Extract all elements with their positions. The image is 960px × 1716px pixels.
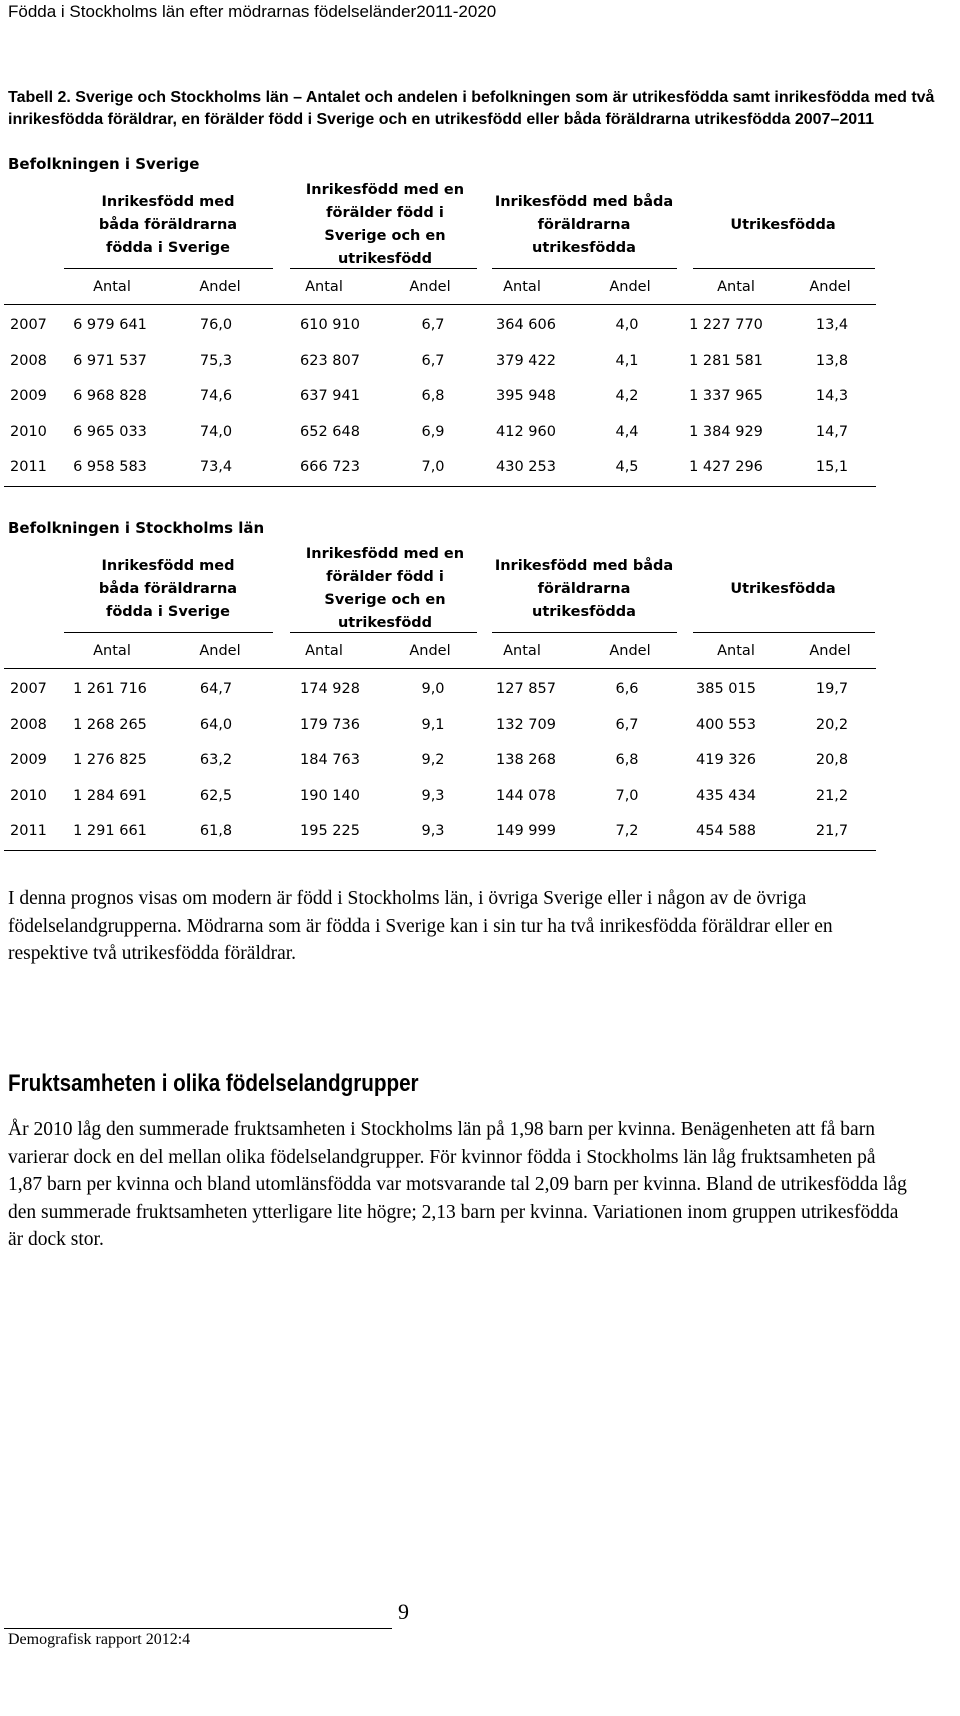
table-cell: 6,7	[615, 716, 639, 733]
column-header: Andel	[199, 279, 241, 295]
group-header: Inrikesfödd med en förälder född i Sverige och en utrikesfödd	[305, 182, 465, 267]
year-cell: 2011	[10, 823, 47, 839]
table-cell: 62,5	[199, 787, 233, 804]
table-cell: 19,7	[815, 681, 849, 697]
table-cell: 138 268	[496, 752, 556, 768]
table-cell: 1 284 691	[73, 787, 147, 804]
year-cell: 2008	[10, 716, 47, 733]
table-cell: 74,6	[199, 388, 233, 404]
table-cell: 4,2	[615, 388, 639, 404]
table-cell: 7,2	[615, 823, 639, 839]
table-bottom-rule	[4, 850, 876, 851]
table-cell: 15,1	[815, 459, 849, 475]
page-header: Födda i Stockholms län efter mödrarnas födelseländer2011-2020	[8, 2, 497, 21]
table-cell: 9,1	[421, 716, 445, 733]
group-underline	[64, 632, 273, 633]
table-cell: 6 971 537	[73, 352, 147, 369]
table-cell: 1 384 929	[689, 423, 763, 440]
table-cell: 6 968 828	[73, 388, 147, 404]
column-header: Antal	[305, 643, 343, 659]
table-cell: 21,2	[815, 787, 849, 804]
group-underline	[492, 632, 677, 633]
column-header: Antal	[503, 643, 541, 659]
table-cell: 395 948	[496, 388, 556, 404]
column-header: Andel	[409, 279, 451, 295]
table-cell: 190 140	[300, 787, 360, 804]
year-cell: 2010	[10, 787, 47, 804]
paragraph-prognos: I denna prognos visas om modern är född i Stockholms län, i övriga Sverige eller i någon av de övriga födelselandgrupperna. Mödrarna som är födda i Sverige kan i sin tur ha två inrikesfödda föräldrar eller en respektive två utrikesfödda föräldrar.	[8, 888, 833, 964]
table-cell: 1 261 716	[73, 681, 147, 697]
table-cell: 184 763	[300, 752, 360, 768]
column-header: Andel	[409, 643, 451, 659]
year-cell: 2009	[10, 388, 47, 404]
column-header: Antal	[717, 643, 755, 659]
table-cell: 21,7	[815, 823, 849, 839]
table-cell: 127 857	[496, 681, 556, 697]
table-cell: 364 606	[496, 317, 556, 333]
table-cell: 7,0	[615, 787, 639, 804]
group-header: Inrikesfödd med en förälder född i Sverige och en utrikesfödd	[305, 546, 465, 631]
table-cell: 454 588	[696, 823, 756, 839]
table-cell: 412 960	[496, 423, 556, 440]
table-cell: 6,6	[615, 681, 639, 697]
year-cell: 2007	[10, 681, 47, 697]
group-underline	[693, 268, 875, 269]
table-cell: 4,4	[615, 423, 639, 440]
table-cell: 76,0	[199, 317, 233, 333]
table-cell: 6 958 583	[73, 459, 147, 475]
column-header: Andel	[609, 643, 651, 659]
table-cell: 6,8	[615, 752, 639, 768]
group-underline	[492, 268, 677, 269]
footer-divider	[4, 1628, 392, 1629]
table-cell: 149 999	[496, 823, 556, 839]
table-cell: 4,5	[615, 459, 639, 475]
table-cell: 1 281 581	[689, 352, 763, 369]
table-cell: 435 434	[696, 787, 756, 804]
table-cell: 61,8	[199, 823, 233, 839]
table-caption: Tabell 2. Sverige och Stockholms län – Antalet och andelen i befolkningen som är utrikesfödda samt inrikesfödda med två inrikesfödda föräldrar, en förälder född i Sverige och en utrikesfödd eller båda föräldrarna utrikesfödda 2007–2011	[8, 89, 935, 128]
table-cell: 63,2	[199, 752, 233, 768]
table-cell: 666 723	[300, 459, 360, 475]
table-cell: 6 965 033	[73, 423, 147, 440]
table-cell: 64,0	[199, 716, 233, 733]
table-title: Befolkningen i Sverige	[8, 155, 200, 173]
table-cell: 1 268 265	[73, 716, 147, 733]
table-cell: 6,9	[421, 423, 445, 440]
paragraph-fruktsamhet: År 2010 låg den summerade fruktsamheten i Stockholms län på 1,98 barn per kvinna. Benägenheten att få barn varierar dock en del mellan olika födelselandgrupper. För kvinnor födda i Stockholms län låg fruktsamheten på 1,87 barn per kvinna och bland utomlänsfödda var motsvarande tal 2,09 barn per kvinna. Bland de utrikesfödda låg den summerade fruktsamheten ytterligare lite högre; 2,13 barn per kvinna. Variationen inom gruppen utrikesfödda är dock stor.	[8, 1119, 907, 1250]
group-header: Inrikesfödd med båda föräldrarna födda i Sverige	[98, 193, 238, 256]
group-underline	[64, 268, 273, 269]
table-cell: 1 227 770	[689, 317, 763, 333]
table-cell: 379 422	[496, 352, 556, 369]
table-cell: 9,3	[421, 823, 445, 839]
table-cell: 9,0	[421, 681, 445, 697]
table-cell: 174 928	[300, 681, 360, 697]
table-cell: 20,2	[815, 716, 849, 733]
column-header: Andel	[609, 279, 651, 295]
table-cell: 1 276 825	[73, 752, 147, 768]
table-cell: 13,8	[815, 352, 849, 369]
year-cell: 2007	[10, 317, 47, 333]
table-cell: 419 326	[696, 752, 756, 768]
table-cell: 144 078	[496, 787, 556, 804]
column-header: Andel	[809, 279, 851, 295]
group-header: Inrikesfödd med båda föräldrarna utrikesfödda	[494, 193, 674, 256]
table-cell: 4,0	[615, 317, 639, 333]
table-cell: 6,7	[421, 317, 445, 333]
table-cell: 1 427 296	[689, 459, 763, 475]
table-cell: 637 941	[300, 388, 360, 404]
table-cell: 14,3	[815, 388, 849, 404]
header-divider	[4, 304, 876, 305]
table-cell: 1 337 965	[689, 388, 763, 404]
table-cell: 9,3	[421, 787, 445, 804]
group-header: Inrikesfödd med båda föräldrarna födda i Sverige	[98, 557, 238, 620]
group-underline	[290, 632, 477, 633]
table-cell: 430 253	[496, 459, 556, 475]
table-cell: 13,4	[815, 317, 849, 333]
column-header: Andel	[809, 643, 851, 659]
year-cell: 2011	[10, 459, 47, 475]
table-cell: 6 979 641	[73, 317, 147, 333]
group-header: Utrikesfödda	[730, 580, 836, 597]
table-cell: 610 910	[300, 317, 360, 333]
table-cell: 400 553	[696, 716, 756, 733]
year-cell: 2008	[10, 352, 47, 369]
group-header: Inrikesfödd med båda föräldrarna utrikesfödda	[494, 557, 674, 620]
table-cell: 6,7	[421, 352, 445, 369]
table-bottom-rule	[4, 486, 876, 487]
table-cell: 623 807	[300, 352, 360, 369]
table-cell: 64,7	[199, 681, 233, 697]
table-cell: 132 709	[496, 716, 556, 733]
group-header: Utrikesfödda	[730, 216, 836, 233]
table-cell: 195 225	[300, 823, 360, 839]
table-cell: 7,0	[421, 459, 445, 475]
column-header: Antal	[503, 279, 541, 295]
group-underline	[290, 268, 477, 269]
column-header: Antal	[93, 643, 131, 659]
table-cell: 75,3	[199, 352, 233, 369]
group-underline	[693, 632, 875, 633]
table-cell: 179 736	[300, 716, 360, 733]
footer-text: Demografisk rapport 2012:4	[8, 1631, 191, 1648]
section-heading: Fruktsamheten i olika födelselandgrupper	[8, 1070, 419, 1097]
table-cell: 6,8	[421, 388, 445, 404]
table-cell: 4,1	[615, 352, 639, 369]
table-cell: 9,2	[421, 752, 445, 768]
table-cell: 385 015	[696, 681, 756, 697]
table-cell: 14,7	[815, 423, 849, 440]
page-number: 9	[398, 1599, 409, 1624]
table-title: Befolkningen i Stockholms län	[8, 519, 265, 537]
column-header: Antal	[305, 279, 343, 295]
table-cell: 74,0	[199, 423, 233, 440]
year-cell: 2010	[10, 423, 47, 440]
column-header: Antal	[717, 279, 755, 295]
column-header: Antal	[93, 279, 131, 295]
header-divider	[4, 668, 876, 669]
year-cell: 2009	[10, 752, 47, 768]
table-cell: 1 291 661	[73, 823, 147, 839]
table-cell: 652 648	[300, 423, 360, 440]
table-cell: 20,8	[815, 752, 849, 768]
table-cell: 73,4	[199, 459, 233, 475]
column-header: Andel	[199, 643, 241, 659]
